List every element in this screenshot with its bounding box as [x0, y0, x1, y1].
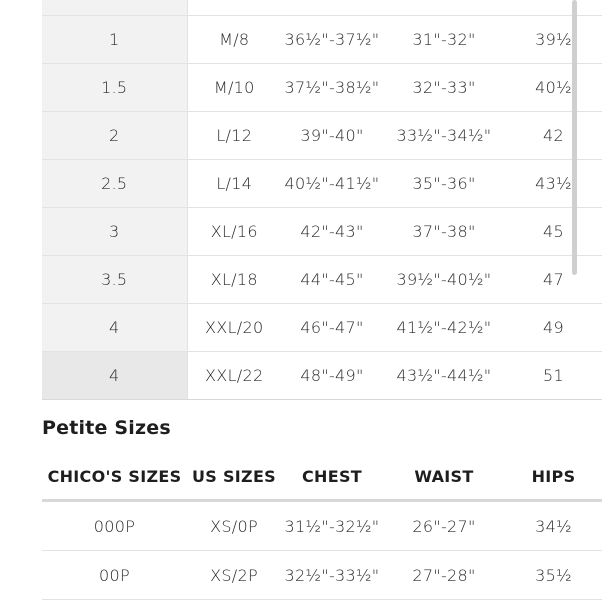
column-header: HIPS	[505, 453, 602, 501]
chicos-size-cell: 1	[42, 16, 187, 64]
size-cell: M/8	[187, 16, 281, 64]
size-row	[42, 352, 602, 400]
size-cell: M/10	[187, 64, 281, 112]
size-cell: 35"-36"	[383, 160, 505, 208]
size-row	[42, 64, 602, 112]
size-cell: 41½"-42½"	[383, 304, 505, 352]
size-cell: XL/18	[187, 256, 281, 304]
column-header: CHICO'S SIZES	[42, 453, 187, 501]
chicos-size-cell: 4	[42, 352, 187, 400]
size-cell: L/12	[187, 112, 281, 160]
petite-row	[42, 501, 602, 551]
size-cell: 49	[505, 304, 602, 352]
size-row	[42, 0, 602, 16]
size-cell: XL/16	[187, 208, 281, 256]
size-cell: 44"-45"	[281, 256, 383, 304]
size-cell	[383, 0, 505, 16]
vertical-scrollbar[interactable]	[572, 0, 577, 275]
size-cell: 42"-43"	[281, 208, 383, 256]
size-cell: 32"-33"	[383, 64, 505, 112]
size-cell: 34½	[505, 501, 602, 551]
size-cell: 51	[505, 352, 602, 400]
size-cell: 39½	[505, 16, 602, 64]
size-cell	[505, 0, 602, 16]
size-cell: 32½"-33½"	[281, 551, 383, 600]
size-cell: 33½"-34½"	[383, 112, 505, 160]
size-row	[42, 112, 602, 160]
size-cell	[281, 0, 383, 16]
size-cell: 43½	[505, 160, 602, 208]
size-cell: XS/0P	[187, 501, 281, 551]
chicos-size-cell: 3	[42, 208, 187, 256]
size-row	[42, 256, 602, 304]
size-cell: XS/2P	[187, 551, 281, 600]
petite-sizes-title: Petite Sizes	[42, 417, 171, 439]
column-header: WAIST	[383, 453, 505, 501]
size-cell: 39"-40"	[281, 112, 383, 160]
size-cell: 31"-32"	[383, 16, 505, 64]
size-cell: 48"-49"	[281, 352, 383, 400]
size-chart-table	[42, 0, 602, 400]
chicos-size-cell	[42, 0, 187, 16]
size-cell: 45	[505, 208, 602, 256]
size-cell: 35½	[505, 551, 602, 600]
chicos-size-cell: 4	[42, 304, 187, 352]
petite-row	[42, 551, 602, 600]
size-cell: 00P	[42, 551, 187, 600]
size-cell: L/14	[187, 160, 281, 208]
chicos-size-cell: 3.5	[42, 256, 187, 304]
size-cell: 000P	[42, 501, 187, 551]
size-cell: 47	[505, 256, 602, 304]
size-chart-table-viewport[interactable]	[42, 0, 572, 400]
size-cell: 40½	[505, 64, 602, 112]
size-cell: 46"-47"	[281, 304, 383, 352]
size-cell: 42	[505, 112, 602, 160]
size-cell: 43½"-44½"	[383, 352, 505, 400]
size-cell: 37"-38"	[383, 208, 505, 256]
chicos-size-cell: 2.5	[42, 160, 187, 208]
chicos-size-cell: 2	[42, 112, 187, 160]
petite-size-table	[42, 453, 602, 600]
petite-header-row	[42, 453, 602, 501]
size-cell: 39½"-40½"	[383, 256, 505, 304]
size-row	[42, 160, 602, 208]
size-row	[42, 208, 602, 256]
size-row	[42, 16, 602, 64]
size-cell	[187, 0, 281, 16]
size-cell: 36½"-37½"	[281, 16, 383, 64]
size-cell: 27"-28"	[383, 551, 505, 600]
petite-table-viewport[interactable]	[42, 453, 576, 600]
size-cell: 26"-27"	[383, 501, 505, 551]
size-cell: XXL/22	[187, 352, 281, 400]
chicos-size-cell: 1.5	[42, 64, 187, 112]
size-cell: XXL/20	[187, 304, 281, 352]
size-row	[42, 304, 602, 352]
size-cell: 40½"-41½"	[281, 160, 383, 208]
column-header: CHEST	[281, 453, 383, 501]
column-header: US SIZES	[187, 453, 281, 501]
size-cell: 31½"-32½"	[281, 501, 383, 551]
size-cell: 37½"-38½"	[281, 64, 383, 112]
